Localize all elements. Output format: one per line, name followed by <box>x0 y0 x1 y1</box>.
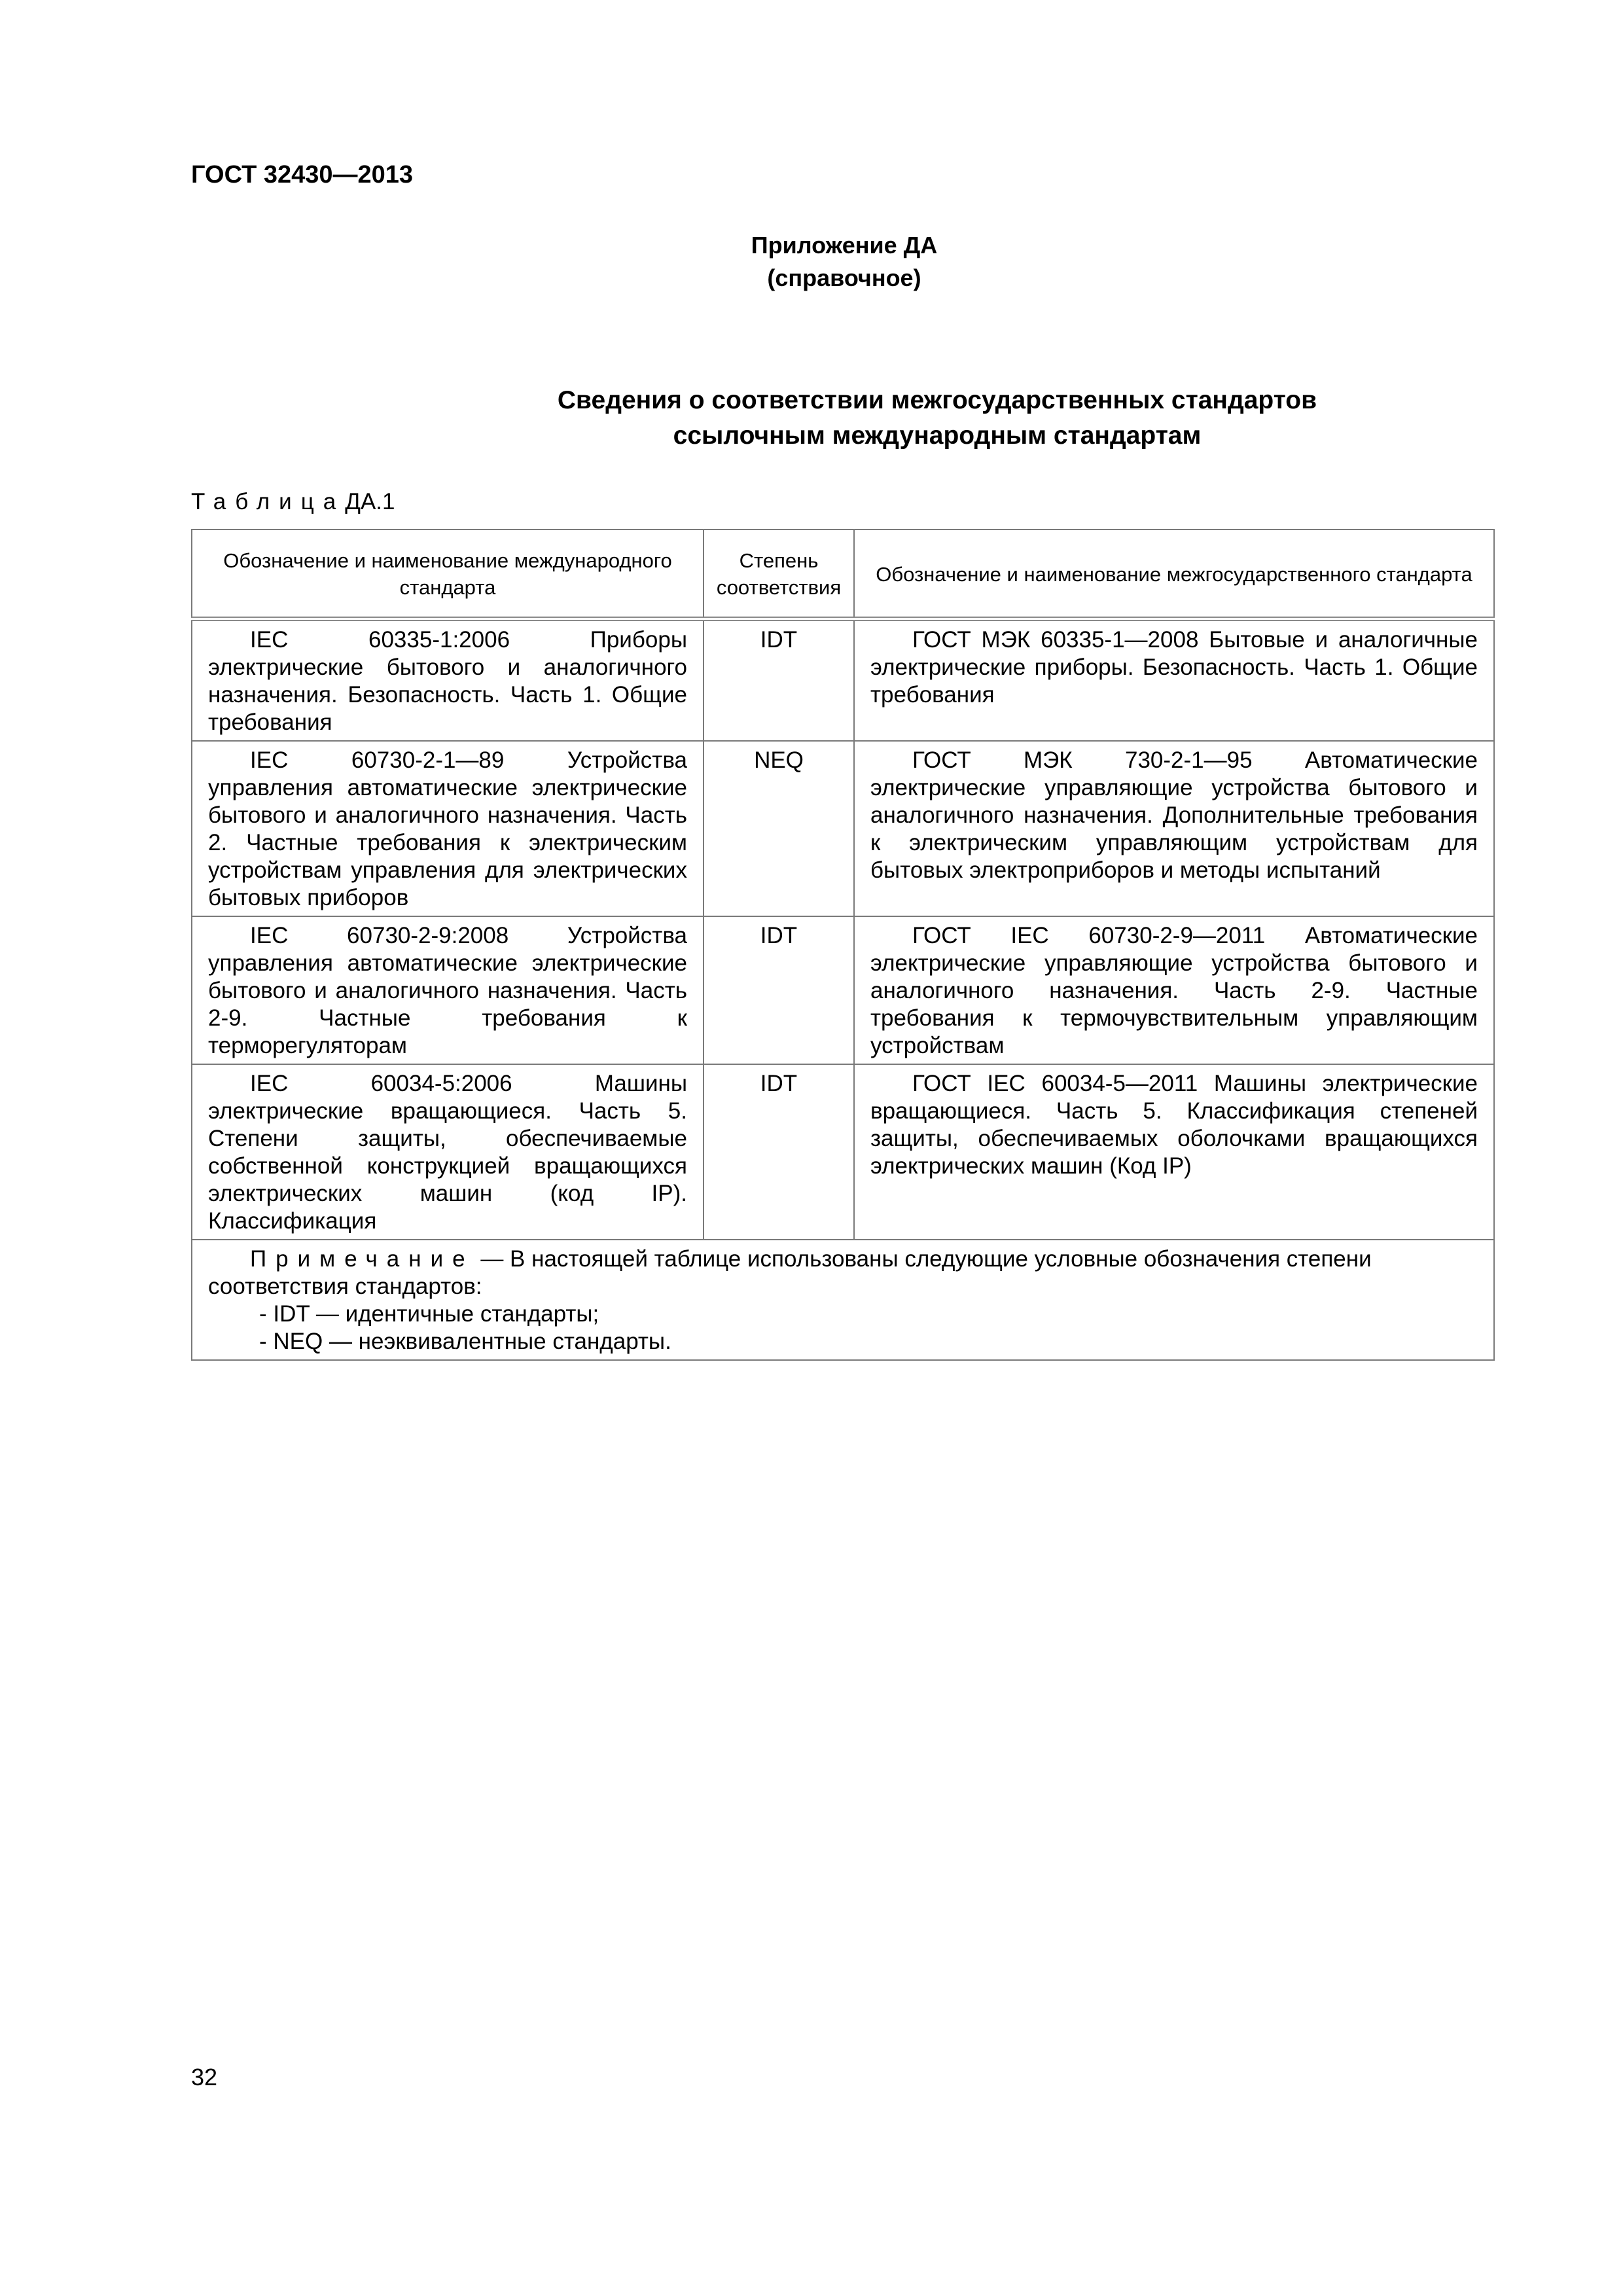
table-caption <box>191 489 395 515</box>
table-note <box>192 1240 1494 1360</box>
table-note-row <box>192 1240 1494 1360</box>
table-row <box>192 916 1494 1064</box>
table-caption-number: ДА.1 <box>345 489 395 514</box>
interstate-standard-cell: ГОСТ МЭК 730-2-1—95 Автоматические электрические управляющие устройства бытового и аналогичного назначения. Дополнительные требования к электрическим управляющим устройствам для бытовых электроприборов и методы испытаний <box>854 741 1494 916</box>
degree-cell: IDT <box>704 916 854 1064</box>
degree-cell: NEQ <box>704 741 854 916</box>
document-code: ГОСТ 32430—2013 <box>191 161 414 188</box>
note-text: — В настоящей таблице использованы следующие условные обозначения степени соответствия стандартов: <box>208 1246 1372 1299</box>
annex-label: Приложение ДА <box>751 232 938 259</box>
header-degree-of-correspondence: Степень соответствия <box>704 529 854 619</box>
note-label: Примечание <box>250 1246 474 1272</box>
table-header-row <box>192 529 1494 619</box>
annex-type: (справочное) <box>767 264 921 291</box>
section-title <box>191 383 1623 454</box>
interstate-standard-cell: ГОСТ IEC 60034-5—2011 Машины электрические вращающиеся. Часть 5. Классификация степеней защиты, обеспечиваемых оболочками вращающихся электрических машин (Код IP) <box>854 1064 1494 1240</box>
note-item-neq: - NEQ — неэквивалентные стандарты. <box>259 1329 671 1354</box>
interstate-standard-cell: ГОСТ МЭК 60335-1—2008 Бытовые и аналогичные электрические приборы. Безопасность. Часть 1. Общие требования <box>854 619 1494 742</box>
page-number: 32 <box>191 2064 218 2090</box>
annex-heading <box>589 229 1099 295</box>
table-row <box>192 1064 1494 1240</box>
international-standard-cell: IEC 60730-2-9:2008 Устройства управления автоматические электрические бытового и аналогичного назначения. Часть 2-9. Частные требования к терморегуляторам <box>192 916 704 1064</box>
standards-table <box>191 529 1495 1361</box>
degree-cell: IDT <box>704 1064 854 1240</box>
degree-cell: IDT <box>704 619 854 742</box>
interstate-standard-cell: ГОСТ IEC 60730-2-9—2011 Автоматические электрические управляющие устройства бытового и аналогичного назначения. Часть 2-9. Частные требования к термочувствительным управляющим устройствам <box>854 916 1494 1064</box>
note-item-idt: - IDT — идентичные стандарты; <box>259 1301 599 1327</box>
table-caption-word: Таблица <box>191 489 346 514</box>
title-line-2: ссылочным международным стандартам <box>673 422 1202 450</box>
header-international-standard: Обозначение и наименование международного стандарта <box>192 529 704 619</box>
title-line-1: Сведения о соответствии межгосударственных стандартов <box>557 386 1317 414</box>
international-standard-cell: IEC 60034-5:2006 Машины электрические вращающиеся. Часть 5. Степени защиты, обеспечиваемые собственной конструкцией вращающихся электрических машин (код IP). Классификация <box>192 1064 704 1240</box>
international-standard-cell: IEC 60335-1:2006 Приборы электрические бытового и аналогичного назначения. Безопасность. Часть 1. Общие требования <box>192 619 704 742</box>
table-row <box>192 741 1494 916</box>
header-interstate-standard: Обозначение и наименование межгосударственного стандарта <box>854 529 1494 619</box>
table-row <box>192 619 1494 742</box>
international-standard-cell: IEC 60730-2-1—89 Устройства управления автоматические электрические бытового и аналогичного назначения. Часть 2. Частные требования к электрическим устройствам управления для электрических бытовых приборов <box>192 741 704 916</box>
